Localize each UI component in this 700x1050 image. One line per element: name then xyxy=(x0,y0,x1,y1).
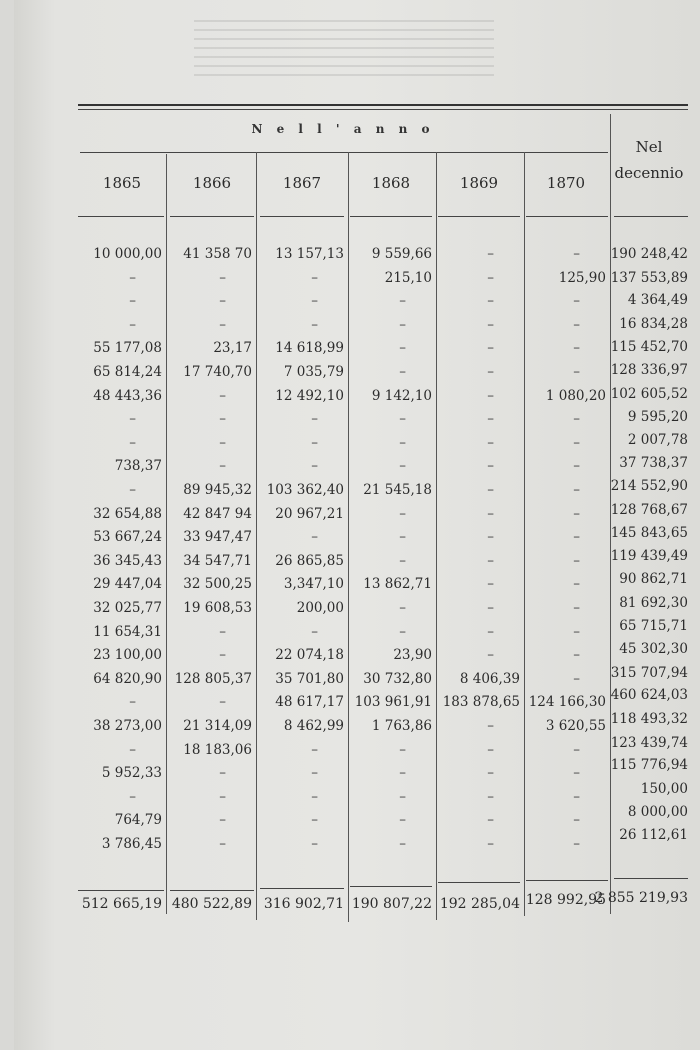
cell-1868: – xyxy=(399,836,406,852)
cell-1866: 42 847 94 xyxy=(183,505,252,522)
table-row xyxy=(78,664,688,691)
cell-decade: 8 000,00 xyxy=(627,804,688,821)
cell-1866: 23,17 xyxy=(213,340,252,357)
cell-1870: – xyxy=(573,647,580,664)
cell-decade: 37 738,37 xyxy=(619,455,688,472)
cell-1868: 9 559,66 xyxy=(371,246,432,262)
decade-header-line1: Nel xyxy=(635,138,663,156)
cell-1870: 1 080,20 xyxy=(545,387,606,404)
table-row xyxy=(78,411,688,431)
cell-1868: – xyxy=(399,529,406,546)
header-rule-5 xyxy=(438,216,520,217)
cell-1865: – xyxy=(129,316,136,333)
year-header-1867: 1867 xyxy=(282,174,322,192)
table-row xyxy=(78,501,688,526)
total-rule xyxy=(170,890,254,891)
header-rule-2 xyxy=(170,216,254,217)
cell-1867: – xyxy=(311,836,318,852)
cell-1870: – xyxy=(573,364,580,380)
table-row xyxy=(78,270,688,290)
cell-decade: 137 553,89 xyxy=(610,269,688,286)
cell-1870: – xyxy=(573,482,580,498)
cell-1865: 764,79 xyxy=(114,812,162,829)
cell-1869: – xyxy=(487,812,494,829)
decade-header-line2: decennio xyxy=(614,164,684,182)
cell-decade: 115 452,70 xyxy=(610,339,688,356)
top-rule-thin xyxy=(78,109,688,110)
total-1867: 316 902,71 xyxy=(263,896,344,912)
cell-decade: 16 834,28 xyxy=(619,315,688,332)
cell-1868: – xyxy=(399,765,406,782)
cell-decade: 9 595,20 xyxy=(627,409,688,426)
cell-1870: 124 166,30 xyxy=(528,694,606,711)
cell-1865: 38 273,00 xyxy=(93,718,162,734)
header-rule-7 xyxy=(614,216,688,217)
cell-1866: 17 740,70 xyxy=(183,364,252,380)
total-1866: 480 522,89 xyxy=(171,896,252,912)
cell-1867: 7 035,79 xyxy=(283,364,344,380)
cell-1868: 1 763,86 xyxy=(371,718,432,734)
cell-1869: – xyxy=(487,293,494,310)
group-header-rule xyxy=(80,152,608,153)
table-row xyxy=(78,687,688,714)
cell-1868: – xyxy=(399,458,406,475)
cell-1869: – xyxy=(487,340,494,357)
cell-1869: – xyxy=(487,529,494,546)
cell-decade: 118 493,32 xyxy=(610,711,688,727)
cell-1866: 33 947,47 xyxy=(183,529,252,546)
cell-1868: – xyxy=(399,411,406,428)
decade-column-header xyxy=(610,134,688,186)
cell-1867: 14 618,99 xyxy=(275,340,344,357)
cell-1866: 21 314,09 xyxy=(183,718,252,734)
cell-1868: 21 545,18 xyxy=(363,482,432,498)
table-row xyxy=(78,595,688,620)
totals-row xyxy=(78,890,688,920)
table-row xyxy=(78,478,688,502)
cell-1866: 19 608,53 xyxy=(183,600,252,616)
cell-1868: – xyxy=(399,741,406,758)
cell-1869: 183 878,65 xyxy=(442,694,520,711)
cell-1869: – xyxy=(487,741,494,758)
cell-1866: – xyxy=(219,812,226,829)
cell-1866: – xyxy=(219,458,226,475)
cell-1865: – xyxy=(129,293,136,310)
cell-1867: – xyxy=(311,765,318,782)
cell-decade: 128 336,97 xyxy=(610,362,688,378)
cell-1870: – xyxy=(573,505,580,522)
cell-1865: 3 786,45 xyxy=(101,836,162,852)
book-page xyxy=(14,0,700,1050)
cell-1868: 103 961,91 xyxy=(354,694,432,711)
cell-1868: – xyxy=(399,340,406,357)
total-rule xyxy=(526,880,608,881)
cell-1866: – xyxy=(219,411,226,428)
cell-1868: 9 142,10 xyxy=(371,387,432,404)
cell-1865: 32 654,88 xyxy=(93,505,162,522)
total-decade: 2 855 219,93 xyxy=(594,890,688,906)
cell-1865: 64 820,90 xyxy=(93,670,162,687)
cell-1869: – xyxy=(487,505,494,522)
cell-1868: – xyxy=(399,316,406,333)
cell-1867: 3,347,10 xyxy=(283,576,344,593)
cell-1865: 5 952,33 xyxy=(101,765,162,782)
cell-1866: – xyxy=(219,623,226,640)
cell-1866: – xyxy=(219,765,226,782)
cell-1865: 23 100,00 xyxy=(93,647,162,664)
cell-1868: – xyxy=(399,552,406,569)
table-row xyxy=(78,804,688,832)
table-row xyxy=(78,364,688,384)
cell-1867: 8 462,99 xyxy=(283,718,344,734)
cell-1867: – xyxy=(311,788,318,805)
cell-1868: 13 862,71 xyxy=(363,576,432,593)
cell-1870: – xyxy=(573,812,580,829)
cell-1865: – xyxy=(129,741,136,758)
cell-1867: 48 617,17 xyxy=(275,694,344,711)
cell-1866: 34 547,71 xyxy=(183,552,252,569)
cell-1865: 29 447,04 xyxy=(93,576,162,593)
cell-1865: 65 814,24 xyxy=(93,364,162,380)
cell-1867: – xyxy=(311,812,318,829)
cell-1867: – xyxy=(311,623,318,640)
statistics-table xyxy=(78,104,688,934)
top-rule xyxy=(78,104,688,106)
cell-1865: – xyxy=(129,694,136,711)
header-rule-3 xyxy=(260,216,344,217)
total-rule xyxy=(614,878,688,879)
cell-1868: – xyxy=(399,623,406,640)
cell-decade: 190 248,42 xyxy=(610,246,688,262)
cell-1870: – xyxy=(573,434,580,451)
cell-decade: 460 624,03 xyxy=(610,687,688,704)
cell-1870: – xyxy=(573,670,580,687)
cell-1865: 11 654,31 xyxy=(93,623,162,640)
year-header-1868: 1868 xyxy=(371,174,411,192)
cell-1866: 89 945,32 xyxy=(183,482,252,498)
cell-1865: 36 345,43 xyxy=(93,552,162,569)
cell-1869: – xyxy=(487,364,494,380)
cell-1870: 3 620,55 xyxy=(545,718,606,734)
cell-1870: – xyxy=(573,623,580,640)
cell-decade: 102 605,52 xyxy=(610,385,688,402)
cell-1869: – xyxy=(487,718,494,734)
cell-1867: 22 074,18 xyxy=(275,647,344,664)
cell-1867: – xyxy=(311,411,318,428)
cell-1865: 55 177,08 xyxy=(93,340,162,357)
cell-1870: – xyxy=(573,788,580,805)
cell-decade: 2 007,78 xyxy=(627,431,688,448)
cell-1870: – xyxy=(573,458,580,475)
year-header-1865: 1865 xyxy=(102,174,142,192)
cell-1867: – xyxy=(311,293,318,310)
table-row xyxy=(78,317,688,337)
cell-1869: – xyxy=(487,387,494,404)
total-1869: 192 285,04 xyxy=(439,896,520,912)
table-row xyxy=(78,641,688,667)
cell-1870: – xyxy=(573,576,580,593)
table-row xyxy=(78,525,688,549)
year-header-1869: 1869 xyxy=(459,174,499,192)
cell-1869: 8 406,39 xyxy=(459,670,520,687)
cell-1865: – xyxy=(129,269,136,286)
cell-1869: – xyxy=(487,647,494,664)
cell-1870: – xyxy=(573,316,580,333)
cell-1867: 13 157,13 xyxy=(275,246,344,262)
header-rule-4 xyxy=(350,216,432,217)
cell-1868: – xyxy=(399,364,406,380)
table-row xyxy=(78,757,688,785)
cell-1867: 35 701,80 xyxy=(275,670,344,687)
cell-decade: 65 715,71 xyxy=(619,617,688,634)
cell-1866: – xyxy=(219,836,226,852)
table-row xyxy=(78,340,688,360)
bleed-through-text xyxy=(194,20,494,80)
cell-1869: – xyxy=(487,316,494,333)
cell-1868: – xyxy=(399,505,406,522)
cell-1870: – xyxy=(573,836,580,852)
cell-1869: – xyxy=(487,269,494,286)
cell-decade: 214 552,90 xyxy=(610,478,688,494)
cell-1865: – xyxy=(129,482,136,498)
cell-1866: – xyxy=(219,269,226,286)
cell-1865: – xyxy=(129,411,136,428)
cell-1868: – xyxy=(399,434,406,451)
year-header-1870: 1870 xyxy=(546,174,586,192)
cell-1866: – xyxy=(219,788,226,805)
table-row xyxy=(78,547,688,573)
cell-1869: – xyxy=(487,552,494,569)
cell-1870: 125,90 xyxy=(558,269,606,286)
cell-1867: 26 865,85 xyxy=(275,552,344,569)
cell-1870: – xyxy=(573,411,580,428)
table-row xyxy=(78,246,688,266)
cell-1868: 215,10 xyxy=(384,269,432,286)
cell-1865: 10 000,00 xyxy=(93,246,162,262)
cell-1867: – xyxy=(311,434,318,451)
cell-1866: 41 358 70 xyxy=(183,246,252,262)
cell-decade: 4 364,49 xyxy=(627,292,688,309)
cell-1868: 30 732,80 xyxy=(363,670,432,687)
cell-1865: 48 443,36 xyxy=(93,387,162,404)
cell-1869: – xyxy=(487,482,494,498)
cell-1866: 128 805,37 xyxy=(174,670,252,687)
cell-1869: – xyxy=(487,765,494,782)
cell-1869: – xyxy=(487,458,494,475)
cell-1868: 23,90 xyxy=(393,647,432,664)
table-row xyxy=(78,734,688,762)
total-rule xyxy=(350,886,432,887)
cell-1870: – xyxy=(573,741,580,758)
table-row xyxy=(78,385,688,408)
cell-decade: 150,00 xyxy=(640,780,688,797)
cell-decade: 81 692,30 xyxy=(619,595,688,611)
table-row xyxy=(78,293,688,313)
cell-1866: – xyxy=(219,694,226,711)
cell-1867: 200,00 xyxy=(296,600,344,616)
cell-1870: – xyxy=(573,246,580,262)
cell-1867: – xyxy=(311,269,318,286)
cell-1869: – xyxy=(487,246,494,262)
cell-decade: 45 302,30 xyxy=(619,641,688,658)
table-row xyxy=(78,827,688,856)
cell-1865: 32 025,77 xyxy=(93,600,162,616)
cell-1869: – xyxy=(487,788,494,805)
cell-1866: 18 183,06 xyxy=(183,741,252,758)
total-1865: 512 665,19 xyxy=(81,896,162,912)
total-rule xyxy=(438,882,520,883)
cell-decade: 315 707,94 xyxy=(610,664,688,681)
cell-1870: – xyxy=(573,552,580,569)
cell-1870: – xyxy=(573,600,580,616)
cell-1869: – xyxy=(487,600,494,616)
cell-1868: – xyxy=(399,788,406,805)
total-rule xyxy=(260,888,344,889)
header-rule-1 xyxy=(78,216,164,217)
cell-decade: 123 439,74 xyxy=(610,734,688,751)
year-group-header: N e l l ' a n n o xyxy=(251,122,435,136)
year-header-1866: 1866 xyxy=(192,174,232,192)
cell-1867: 20 967,21 xyxy=(275,505,344,522)
cell-decade: 26 112,61 xyxy=(619,827,688,843)
cell-1870: – xyxy=(573,293,580,310)
cell-1869: – xyxy=(487,576,494,593)
cell-1867: 12 492,10 xyxy=(275,387,344,404)
cell-1866: – xyxy=(219,434,226,451)
cell-1865: – xyxy=(129,788,136,805)
cell-1865: 53 667,24 xyxy=(93,529,162,546)
cell-1868: – xyxy=(399,293,406,310)
cell-1870: – xyxy=(573,765,580,782)
total-1868: 190 807,22 xyxy=(351,896,432,912)
cell-decade: 119 439,49 xyxy=(610,547,688,564)
cell-1867: – xyxy=(311,316,318,333)
total-rule xyxy=(78,890,164,891)
cell-1867: – xyxy=(311,529,318,546)
cell-1867: 103 362,40 xyxy=(266,482,344,498)
table-row xyxy=(78,780,688,809)
table-row xyxy=(78,455,688,478)
cell-decade: 90 862,71 xyxy=(619,571,688,588)
cell-1868: – xyxy=(399,812,406,829)
total-1870: 128 992,95 xyxy=(525,892,606,908)
cell-1865: 738,37 xyxy=(114,458,162,475)
cell-decade: 128 768,67 xyxy=(610,501,688,518)
cell-1867: – xyxy=(311,741,318,758)
cell-1869: – xyxy=(487,411,494,428)
header-rule-6 xyxy=(526,216,608,217)
cell-1865: – xyxy=(129,434,136,451)
cell-1867: – xyxy=(311,458,318,475)
cell-1868: – xyxy=(399,600,406,616)
cell-1866: – xyxy=(219,316,226,333)
table-row xyxy=(78,711,688,738)
cell-1866: – xyxy=(219,293,226,310)
cell-decade: 115 776,94 xyxy=(610,757,688,774)
cell-1866: – xyxy=(219,647,226,664)
cell-1866: – xyxy=(219,387,226,404)
cell-decade: 145 843,65 xyxy=(610,525,688,542)
cell-1869: – xyxy=(487,434,494,451)
table-row xyxy=(78,617,688,644)
cell-1870: – xyxy=(573,340,580,357)
cell-1866: 32 500,25 xyxy=(183,576,252,593)
cell-1869: – xyxy=(487,623,494,640)
cell-1869: – xyxy=(487,836,494,852)
cell-1870: – xyxy=(573,529,580,546)
table-row xyxy=(78,571,688,596)
table-row xyxy=(78,431,688,455)
